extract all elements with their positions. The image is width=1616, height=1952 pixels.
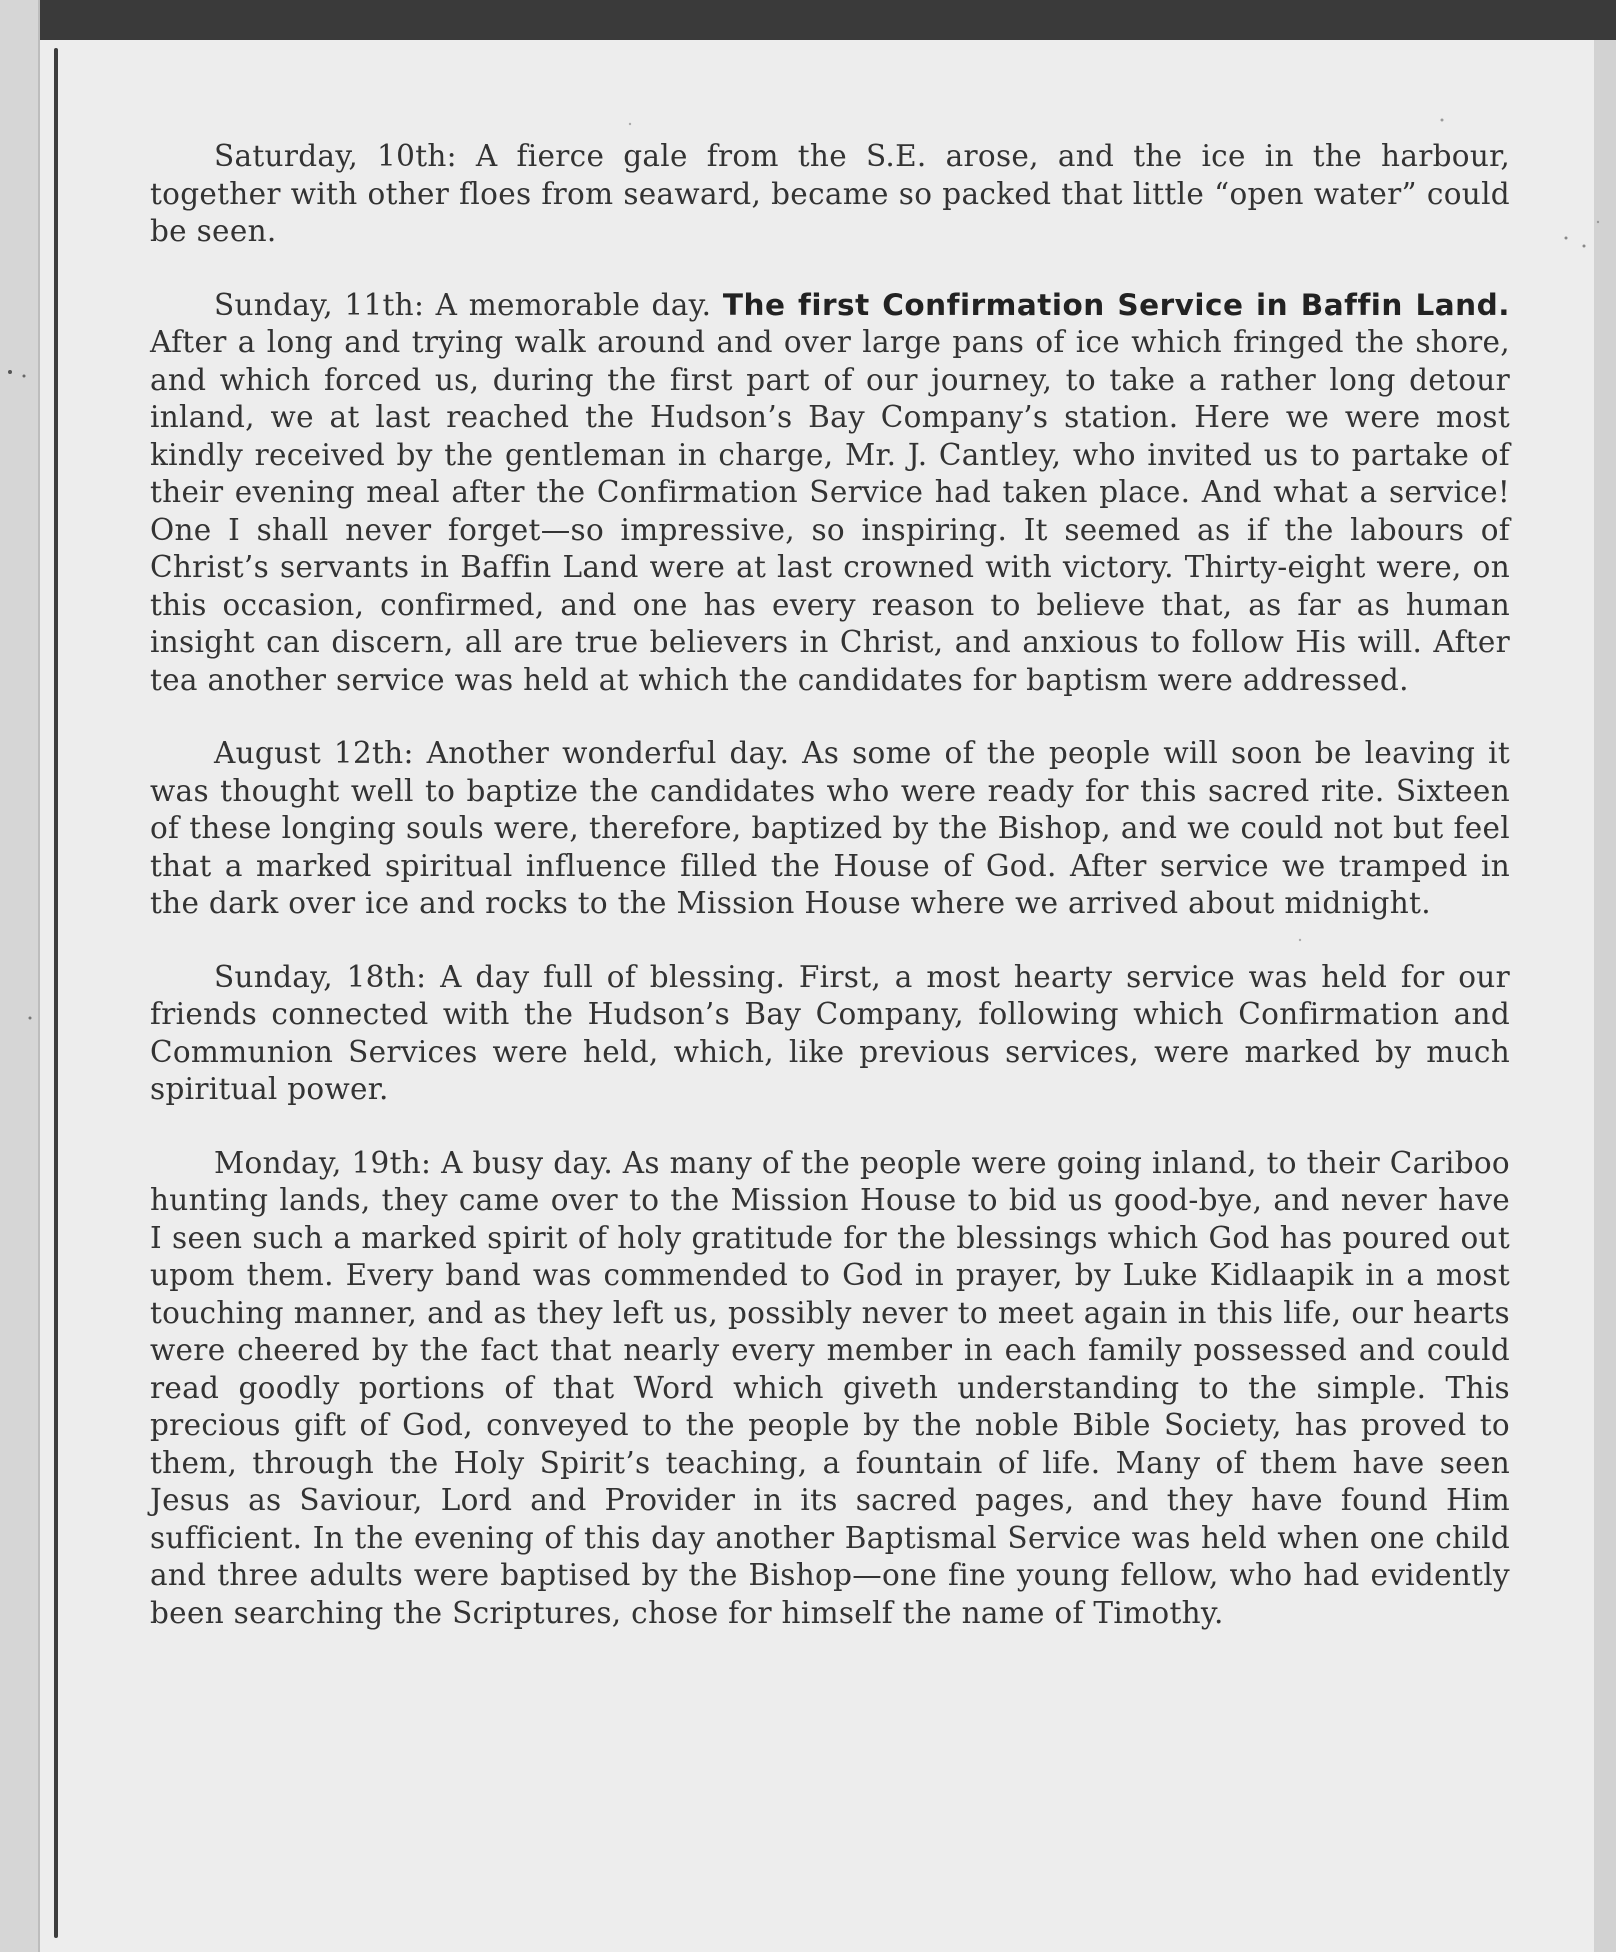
scan-right-margin	[1594, 40, 1616, 1952]
entry-text: Monday, 19th: A busy day. As many of the people were going inland, to their Cariboo hunting lands, they came over to the Mission House to bid us good-bye, and never have I seen such a marked spirit of holy gratitude for the blessings which God has poured out upom them. Every band was commended to God in prayer, by Luke Kidlaapik in a most touching manner, and as they left us, possibly never to meet again in this life, our hearts were cheered by the fact that nearly every member in each family possessed and could read goodly portions of that Word which giveth understanding to the simple. This precious gift of God, conveyed to the people by the noble Bible Society, has proved to them, through the Holy Spirit’s teaching, a fountain of life. Many of them have seen Jesus as Saviour, Lord and Provider in its sacred pages, and they have found Him sufficient. In the evening of this day another Baptismal Service was held when one child and three adults were baptised by the Bishop—one fine young fellow, who had evidently been searching the Scriptures, chose for himself the name of Timothy.	[150, 1145, 1510, 1630]
letter-body	[150, 138, 1510, 1668]
binding-spine-line	[54, 48, 58, 1938]
entry-text: August 12th: Another wonderful day. As some of the people will soon be leaving it was thought well to baptize the candidates who were ready for this sacred rite. Sixteen of these longing souls were, therefore, baptized by the Bishop, and we could not but feel that a marked spiritual influence filled the House of God. After service we tramped in the dark over ice and rocks to the Mission House where we arrived about midnight.	[150, 736, 1510, 920]
diary-entry-saturday-10th	[150, 138, 1510, 251]
entry-text-body: After a long and trying walk around and over large pans of ice which fringed the shore, and which forced us, during the first part of our journey, to take a rather long detour inland, we at last reached the Hudson’s Bay Company’s station. Here we were most kindly received by the gentleman in charge, Mr. J. Cantley, who invited us to partake of their evening meal after the Confirmation Service had taken place. And what a service! One I shall never forget—so impressive, so inspiring. It seemed as if the labours of Christ’s servants in Baffin Land were at last crowned with victory. Thirty-eight were, on this occasion, confirmed, and one has every reason to believe that, as far as human insight can discern, all are true believers in Christ, and anxious to follow His will. After tea another service was held at which the candidates for baptism were addressed.	[150, 325, 1510, 697]
diary-entry-august-12th	[150, 735, 1510, 923]
diary-entry-monday-19th	[150, 1145, 1510, 1633]
entry-text-intro: Sunday, 11th: A memorable day.	[214, 287, 723, 322]
entry-bold-heading: The first Confirmation Service in Baffin Land.	[722, 287, 1510, 322]
diary-entry-sunday-11th	[150, 287, 1510, 700]
entry-text: Sunday, 18th: A day full of blessing. First, a most hearty service was held for our friends connected with the Hudson’s Bay Company, following which Confirmation and Communion Services were held, which, like previous services, were marked by much spiritual power.	[150, 959, 1510, 1106]
scan-left-margin	[0, 0, 40, 1952]
entry-text: Saturday, 10th: A fierce gale from the S.E. arose, and the ice in the harbour, together with other floes from seaward, became so packed that little “open water” could be seen.	[150, 139, 1510, 248]
scan-top-border	[0, 0, 1616, 40]
diary-entry-sunday-18th	[150, 959, 1510, 1109]
